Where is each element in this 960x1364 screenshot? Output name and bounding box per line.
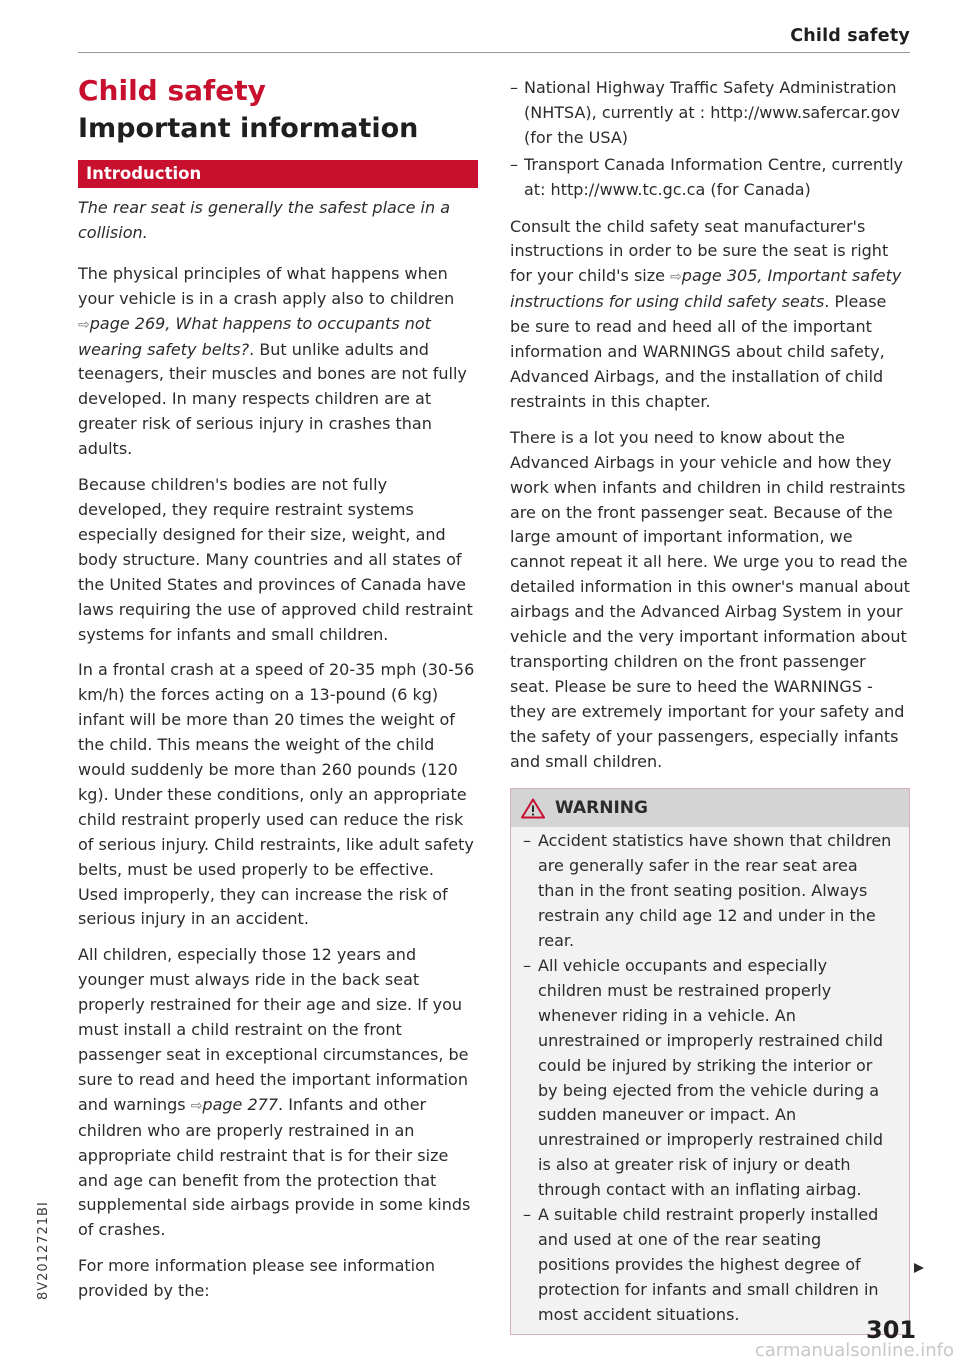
list-item xyxy=(510,76,910,151)
dash-bullet: – xyxy=(510,78,518,97)
xref-link[interactable]: page 269, What happens to occupants not wearing safety belts? xyxy=(78,313,431,359)
arrow-right-icon: ⇨ xyxy=(190,1097,203,1114)
warning-title: WARNING xyxy=(555,798,648,819)
paragraph-airbags: There is a lot you need to know about the Advanced Airbags in your vehicle and how they work when infants and children in child restraints are on the front passenger seat. Because of the large amount of important information, we cannot repeat it all here. We urge you to read the detailed information in this owner's manual about airbags and the Advanced Airbag System in your vehicle and the very important information about transporting children on the front passenger seat. Please be sure to heed the WARNINGS - they are extremely important for your safety and the safety of your passengers, especially infants and small children. xyxy=(510,427,910,771)
paragraph-text: . Please be sure to read and heed all of the important information and WARNINGS about child safety, Advanced Airbags, and the installation of child restraints in this chapter. xyxy=(510,292,887,411)
lead-paragraph: The rear seat is generally the safest place in a collision. xyxy=(78,198,451,242)
warning-item xyxy=(523,829,895,954)
document-code: 8V2012721BI xyxy=(36,1201,51,1300)
paragraph-text: . Infants and other children who are properly restrained in an appropriate child restraint that is for their size and age can benefit from the protection that supplemental side airbags provide in some kinds of crashes. xyxy=(78,1094,471,1240)
warning-item xyxy=(523,1203,895,1328)
arrow-right-icon: ⇨ xyxy=(670,269,682,286)
chapter-title: Child safety xyxy=(78,74,266,107)
section-title: Important information xyxy=(78,113,419,144)
continue-arrow-icon xyxy=(913,1262,925,1274)
paragraph-text: All children, especially those 12 years and younger must always ride in the back seat properly restrained for their age and size. If you must install a child restraint on the front passenger seat in exceptional circumstances, be sure to read and heed the important information and warnings xyxy=(78,945,469,1114)
warning-header xyxy=(511,789,909,827)
dash-bullet: – xyxy=(510,154,518,174)
warning-body xyxy=(511,827,909,1333)
paragraph-bodies: Because children's bodies are not fully developed, they require restraint systems especially designed for their size, weight, and body structure. Many countries and all states of the United States and provinces of Canada have laws requiring the use of approved child restraint systems for infants and small children. xyxy=(78,475,473,644)
list-item-text: National Highway Traffic Safety Administration (NHTSA), currently at : http://www.safercar.gov (for the USA) xyxy=(524,78,901,147)
xref-link[interactable]: page 305, Important safety instructions for using child safety seats xyxy=(510,266,902,312)
paragraph-text: . But unlike adults and teenagers, their muscles and bones are not fully developed. In many respects children are at greater risk of serious injury in crashes than adults. xyxy=(78,339,467,459)
list-item-text: Transport Canada Information Centre, currently at: http://www.tc.gc.ca (for Canada) xyxy=(524,154,904,199)
right-column xyxy=(510,76,910,1335)
xref-link[interactable]: page 277 xyxy=(202,1094,279,1114)
watermark: carmanualsonline.info xyxy=(754,1340,954,1361)
paragraph-text: Consult the child safety seat manufacturer's instructions in order to be sure the seat is right for your child's size xyxy=(510,216,889,286)
intro-bar: Introduction xyxy=(78,160,478,188)
paragraph-more-info: For more information please see information provided by the: xyxy=(78,1256,436,1301)
paragraph-frontal-crash: In a frontal crash at a speed of 20-35 mph (30-56 km/h) the forces acting on a 13-pound (6 kg) infant will be more than 20 times the weight of the child. This means the weight of the child would suddenly be more than 260 pounds (120 kg). Under these conditions, only an appropriate child restraint properly used can reduce the risk of serious injury. Child restraints, like adult safety belts, must be used properly to be effective. Used improperly, they can increase the risk of serious injury in an accident. xyxy=(78,660,475,929)
paragraph-rear-seat xyxy=(78,943,478,1243)
header-rule xyxy=(78,52,910,53)
dash-bullet: – xyxy=(523,956,531,975)
page-number: 301 xyxy=(866,1316,917,1344)
running-head: Child safety xyxy=(790,26,910,46)
warning-item xyxy=(523,954,895,1203)
warning-item-text: All vehicle occupants and especially children must be restrained properly whenever riding in a vehicle. An unrestrained or improperly restrained child could be injured by striking the interior or by being ejected from the vehicle during a sudden maneuver or impact. An unrestrained or improperly restrained child is also at greater risk of injury or death through contact with an inflating airbag. xyxy=(538,956,883,1200)
dash-bullet: – xyxy=(523,1205,531,1225)
dash-bullet: – xyxy=(523,831,531,851)
warning-item-text: A suitable child restraint properly installed and used at one of the rear seating positions provides the highest degree of protection for infants and small children in most accident situations. xyxy=(538,1205,879,1324)
warning-box xyxy=(510,788,910,1334)
paragraph-physics xyxy=(78,262,478,462)
paragraph-manufacturer xyxy=(510,215,910,415)
left-column xyxy=(78,72,478,1315)
arrow-right-icon: ⇨ xyxy=(78,316,90,333)
list-item xyxy=(510,153,910,203)
warning-item-text: Accident statistics have shown that children are generally safer in the rear seat area than in the front seating position. Always restrain any child age 12 and under in the rear. xyxy=(538,831,892,951)
warning-triangle-icon xyxy=(521,798,545,819)
paragraph-text: The physical principles of what happens when your vehicle is in a crash apply also to children xyxy=(78,263,455,308)
